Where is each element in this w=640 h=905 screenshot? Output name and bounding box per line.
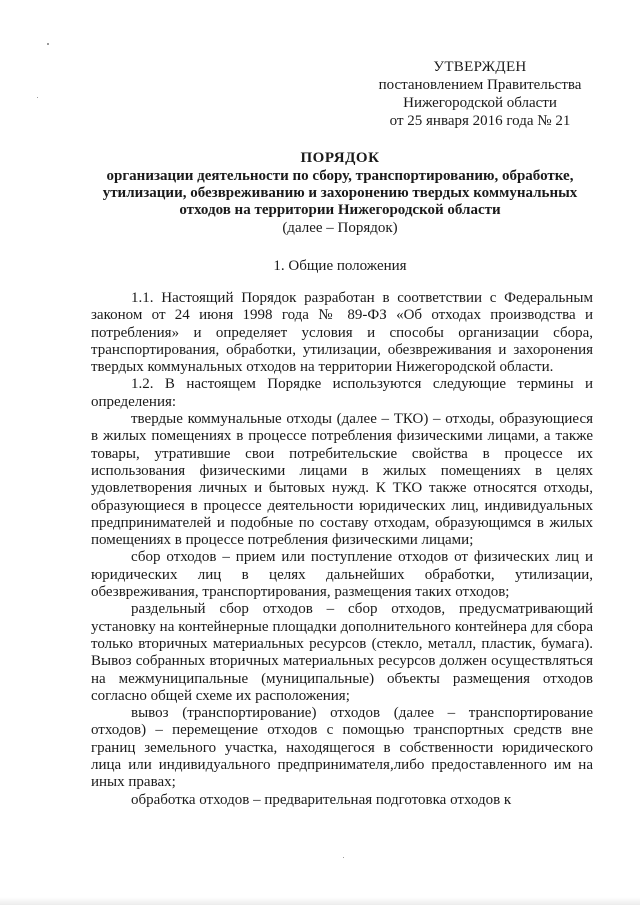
scan-bottom-edge [0,897,640,905]
paragraph-1-1: 1.1. Настоящий Порядок разработан в соответствии с Федеральным законом от 24 июня 1998 года № 89-ФЗ «Об отходах производства и потребления» и определяет условия и способы организации сбора, транспортирования, обработки, утилизации, обезвреживания и захоронения твердых коммунальных отходов на территории Нижегородской области. [91,290,593,376]
scan-speck [37,97,38,98]
approval-block [360,58,600,130]
document-subtitle-line-3: отходов на территории Нижегородской области [179,202,501,218]
approval-line-1: постановлением Правительства [378,77,582,93]
term-tko: твердые коммунальные отходы (далее – ТКО) – отходы, образующиеся в жилых помещениях в процессе потребления физическими лицами, а также товары, утратившие свои потребительские свойства в процессе их использования физическими лицами в жилых помещениях в целях удовлетворения личных и бытовых нужд. К ТКО также относятся отходы, образующиеся в процессе деятельности юридических лиц, индивидуальных предпринимателей и подобные по составу отходам, образующимся в жилых помещениях в процессе потребления физическими лицами; [91,411,593,549]
scan-speck [47,43,49,45]
term-separate-collection: раздельный сбор отходов – сбор отходов, предусматривающий установку на контейнерные площадки дополнительного контейнера для сбора только вторичных материальных ресурсов (стекло, металл, пластик, бумага). Вывоз собранных вторичных материальных ресурсов должен осуществляться на межмуниципальные (муниципальные) объекты размещения отходов согласно общей схеме их расположения; [91,601,593,704]
document-short-name-note: (далее – Порядок) [282,220,398,236]
term-transportation: вывоз (транспортирование) отходов (далее – транспортирование отходов) – перемещение отходов с помощью транспортных средств вне границ земельного участка, находящегося в собственности юридического лица или индивидуального предпринимателя,либо предоставленного им на иных правах; [91,705,593,791]
approval-line-2: Нижегородской области [403,95,557,111]
term-processing: обработка отходов – предварительная подготовка отходов к [131,791,512,808]
document-subtitle-line-2: утилизации, обезвреживанию и захоронению твердых коммунальных [102,185,578,201]
section-body [91,290,593,809]
term-collection: сбор отходов – прием или поступление отходов от физических лиц и юридических лиц в целях дальнейших обработки, утилизации, обезвреживания, транспортирования, размещения таких отходов; [91,549,593,601]
approval-title: УТВЕРЖДЕН [433,59,527,75]
scan-speck [343,857,344,858]
paragraph-1-2: 1.2. В настоящем Порядке используются следующие термины и определения: [91,376,593,410]
document-heading [80,150,600,237]
approval-line-3: от 25 января 2016 года № 21 [389,113,571,129]
section-heading: 1. Общие положения [273,258,407,274]
document-title: ПОРЯДОК [300,150,380,166]
document-subtitle-line-1: организации деятельности по сбору, транспортированию, обработке, [106,168,574,184]
